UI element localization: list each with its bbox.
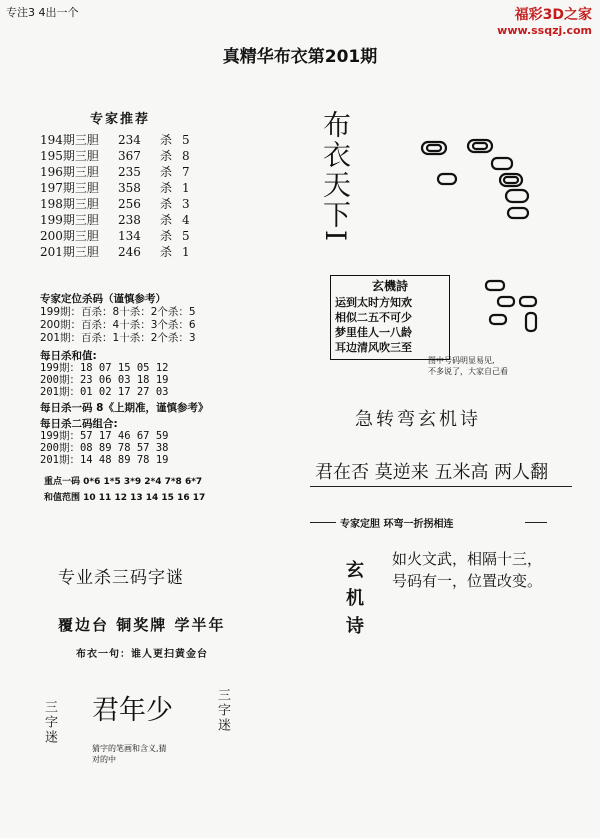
poem-line: 梦里佳人一八龄 [335,326,412,339]
row-kill-num: 5 [182,133,190,147]
recommend-row [40,196,190,212]
row-kill-label: 杀 [160,133,173,147]
number-chain-figure-1 [400,130,570,230]
daily-hezhi-block [40,350,168,398]
row-nums: 235 [118,165,141,179]
row-kill-label: 杀 [160,245,173,259]
expert-dan-line: 专家定胆 环弯一折拐相连 [340,519,454,530]
recommend-row [40,180,190,196]
top-note: 专注3 4出一个 [6,6,79,19]
jizhuan-title: 急转弯玄机诗 [355,409,481,430]
hezhi-row: 200期：23 06 03 18 19 [40,374,169,386]
position-kill-block [40,293,196,345]
buyi-tianxia-title: 布衣天下I [319,110,352,244]
junzai-riddle: 君在否 莫逆来 五米高 两人翻 [315,462,549,483]
divider-left [310,522,336,523]
position-kill-row: 199期：百杀：8十杀：2个杀：5 [40,306,196,318]
recommend-row [40,244,190,260]
row-kill-num: 5 [182,229,190,243]
riddle-note-line: 猜字的笔画和含义,猜 [92,744,167,753]
position-kill-row: 200期：百杀：4十杀：3个杀：6 [40,319,196,331]
riddle-note [92,743,167,765]
xuanji-line: 如火文武，相隔十三， [392,550,543,568]
row-period: 196期三胆 [40,165,99,179]
row-period: 195期三胆 [40,149,99,163]
row-kill-num: 8 [182,149,190,163]
daily-two-block [40,418,168,466]
daily-two-title: 每日杀二码组合: [40,418,118,430]
row-kill-label: 杀 [160,149,173,163]
row-nums: 238 [118,213,141,227]
side-label-right: 三字迷 [215,688,230,733]
two-row: 200期：08 89 78 57 38 [40,442,169,454]
image-caption [428,355,508,377]
two-row: 201期：14 48 89 78 19 [40,454,169,466]
two-row: 199期：57 17 46 67 59 [40,430,169,442]
row-period: 194期三胆 [40,133,99,147]
divider-right [525,522,547,523]
kill3-title: 专业杀三码字谜 [58,568,184,588]
poem-line: 耳边清风吹三至 [335,341,412,354]
row-kill-num: 7 [182,165,190,179]
row-kill-num: 1 [182,245,190,259]
riddle-note-line: 对的中 [92,755,116,764]
xuanji-line: 号码有一，位置改变。 [392,572,543,590]
number-chain-figure-2 [478,275,558,355]
row-kill-num: 3 [182,197,190,211]
row-nums: 246 [118,245,141,259]
recommend-row [40,212,190,228]
row-nums: 367 [118,149,141,163]
focus-one: 重点一码 0*6 1*5 3*9 2*4 7*8 6*7 [44,477,203,487]
row-kill-label: 杀 [160,213,173,227]
caption-line: 图中号码明显易见, [428,356,495,365]
hezhi-range: 和值范围 10 11 12 13 14 15 16 17 [44,493,206,503]
chain-shapes [486,281,536,331]
row-period: 198期三胆 [40,197,99,211]
xuanji-text [392,548,542,592]
focus-block [44,474,205,506]
chain-shapes [422,140,528,218]
recommend-row [40,228,190,244]
riddle-big-word: 君年少 [92,695,173,726]
hezhi-row: 199期：18 07 15 05 12 [40,362,169,374]
row-nums: 234 [118,133,141,147]
site-url: www.ssqzj.com [497,24,592,37]
row-period: 200期三胆 [40,229,99,243]
xuanji-vertical-label: 玄机诗 [343,560,364,644]
row-period: 197期三胆 [40,181,99,195]
row-kill-label: 杀 [160,229,173,243]
row-kill-num: 4 [182,213,190,227]
buyi-line: 布衣一句：谁人更扫黄金台 [76,649,208,660]
site-name: 福彩3D之家 [514,7,592,23]
row-period: 199期三胆 [40,213,99,227]
row-period: 201期三胆 [40,245,99,259]
row-kill-label: 杀 [160,197,173,211]
row-nums: 358 [118,181,141,195]
divider [310,486,572,487]
xuanji-poem-box [330,275,450,360]
hezhi-row: 201期：01 02 17 27 03 [40,386,169,398]
position-kill-row: 201期：百杀：1十杀：2个杀：3 [40,332,196,344]
riddle-hints: 覆边台 铜奖牌 学半年 [58,616,226,634]
row-nums: 134 [118,229,141,243]
daily-hezhi-title: 每日杀和值: [40,350,97,362]
row-kill-label: 杀 [160,181,173,195]
row-kill-num: 1 [182,181,190,195]
daily-one-title: 每日杀一码 8《上期准，谨慎参考》 [40,402,209,414]
poem-title: 玄機詩 [371,279,408,293]
poem-line: 运到太时方知欢 [335,296,412,309]
expert-recommend-title: 专家推荐 [90,112,151,127]
row-kill-label: 杀 [160,165,173,179]
recommend-row [40,132,190,148]
side-label-left: 三字迷 [42,700,57,745]
site-watermark[interactable] [497,4,592,37]
row-nums: 256 [118,197,141,211]
recommend-row [40,148,190,164]
recommend-row [40,164,190,180]
poem-line: 相似二五不可少 [335,311,412,324]
caption-line: 不多说了，大家自己看 [428,367,508,376]
page-title: 真精华布衣第201期 [222,47,378,67]
position-kill-title: 专家定位杀码（谨慎参考） [40,293,166,305]
expert-recommend-list [40,132,190,260]
